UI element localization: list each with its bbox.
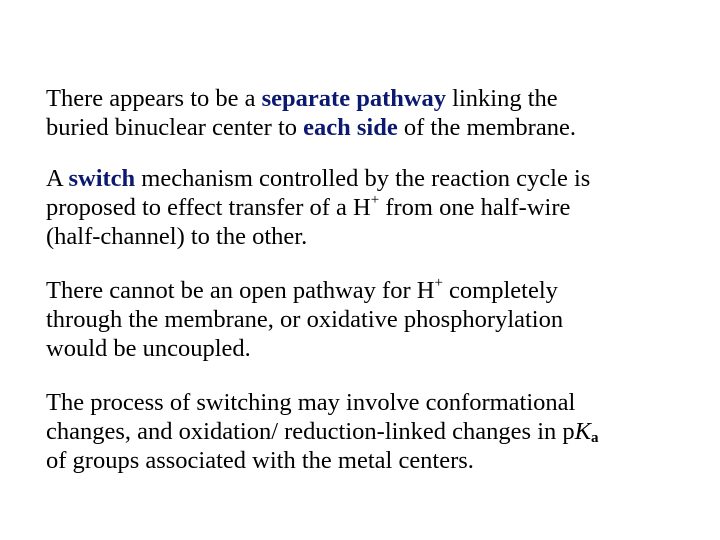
text-span: A [46,165,69,192]
text-span: (half-channel) to the other. [46,223,308,250]
text-span: buried binuclear center to [46,114,304,141]
text-span: mechanism controlled by the reaction cycle is [135,165,591,192]
paragraph-separate-pathway [46,84,706,142]
subscript-a: a [590,430,599,446]
text-span: completely [442,277,558,304]
highlight-separate-pathway: separate pathway [261,85,447,112]
paragraph-open-pathway [46,276,706,363]
paragraph-switch-mechanism [46,164,706,251]
text-span: of groups associated with the metal centers. [46,447,474,474]
text-span: would be uncoupled. [46,335,251,362]
italic-k: K [574,418,591,445]
text-span: There appears to be a [46,85,262,112]
text-span: proposed to effect transfer of a H [46,194,371,221]
superscript-plus: + [370,191,380,208]
text-span: through the membrane, or oxidative phosphorylation [46,306,564,333]
text-span: of the membrane. [397,114,576,141]
text-span: changes, and oxidation/ reduction-linked changes in p [46,418,575,445]
text-span: The process of switching may involve conformational [46,389,576,416]
text-span: from one half-wire [379,194,571,221]
superscript-plus: + [434,274,443,291]
highlight-each-side: each side [303,114,398,141]
paragraph-switching-process [46,388,706,475]
text-span: linking the [446,85,558,112]
highlight-switch: switch [68,165,136,192]
text-span: There cannot be an open pathway for H [46,277,435,304]
